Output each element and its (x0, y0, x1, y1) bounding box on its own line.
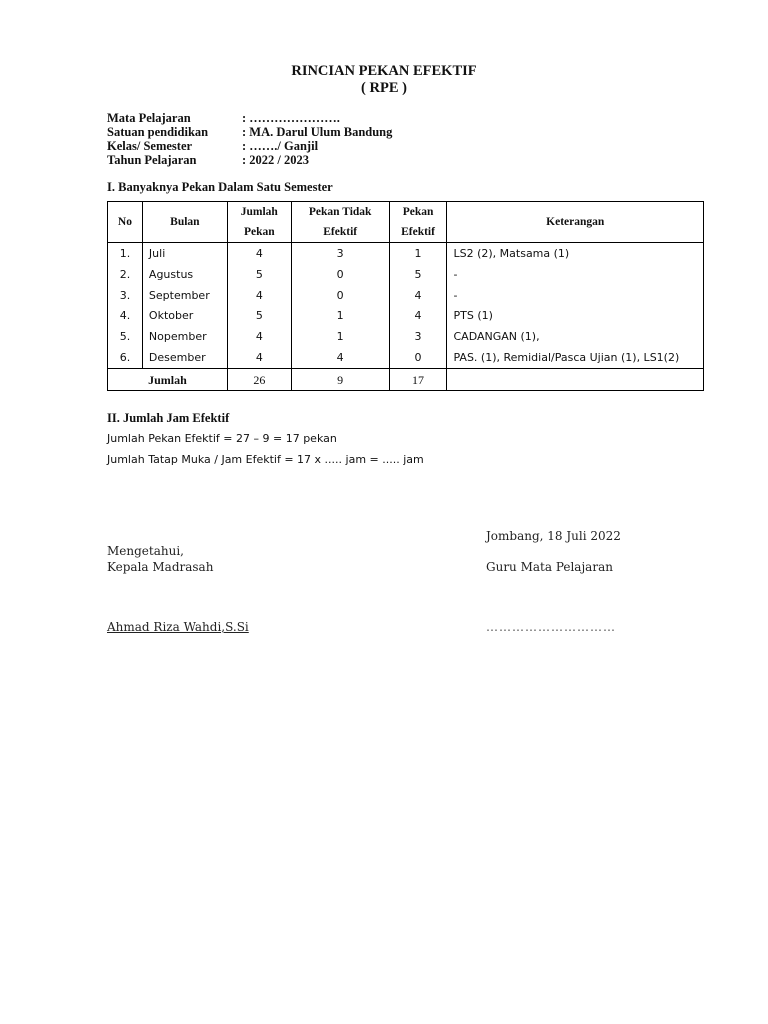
meta-block (107, 111, 392, 167)
header-bulan: Bulan (142, 202, 227, 243)
cell-no: 5. (108, 327, 143, 348)
header-text: Efektif (323, 226, 358, 238)
header-pekan-efektif (389, 202, 447, 243)
total-jumlah: 26 (227, 369, 291, 391)
kepala-madrasah-label: Kepala Madrasah (107, 560, 214, 574)
header-keterangan: Keterangan (447, 202, 704, 243)
cell-bulan: Agustus (142, 265, 227, 286)
cell-tidak-efektif: 1 (291, 327, 389, 348)
section1-heading: I. Banyaknya Pekan Dalam Satu Semester (107, 180, 333, 194)
meta-value: : MA. Darul Ulum Bandung (242, 125, 393, 139)
meta-label: Tahun Pelajaran (107, 153, 197, 167)
meta-row-mata-pelajaran (107, 111, 392, 125)
meta-row-kelas-semester (107, 139, 392, 153)
rpe-table (107, 201, 704, 391)
total-keterangan (447, 369, 704, 391)
table-row (108, 327, 704, 348)
cell-tidak-efektif: 3 (291, 243, 389, 265)
cell-bulan: September (142, 285, 227, 306)
table-header-row (108, 202, 704, 243)
cell-efektif: 4 (389, 285, 447, 306)
table-row (108, 285, 704, 306)
guru-name-placeholder: ………………………… (486, 620, 616, 634)
cell-keterangan: CADANGAN (1), (447, 327, 704, 348)
cell-jumlah: 5 (227, 306, 291, 327)
cell-no: 1. (108, 243, 143, 265)
cell-tidak-efektif: 4 (291, 347, 389, 368)
table-row (108, 347, 704, 368)
cell-keterangan: - (447, 265, 704, 286)
meta-row-satuan-pendidikan (107, 125, 392, 139)
header-no: No (108, 202, 143, 243)
meta-value: : …………………. (242, 111, 340, 125)
pekan-efektif-formula: Jumlah Pekan Efektif = 27 – 9 = 17 pekan (107, 432, 337, 445)
cell-no: 2. (108, 265, 143, 286)
cell-jumlah: 4 (227, 327, 291, 348)
cell-efektif: 0 (389, 347, 447, 368)
document-subtitle: ( RPE ) (361, 80, 407, 96)
meta-value: : 2022 / 2023 (242, 153, 310, 167)
total-efektif: 17 (389, 369, 447, 391)
table-row (108, 243, 704, 265)
cell-efektif: 5 (389, 265, 447, 286)
header-jumlah-pekan (227, 202, 291, 243)
table-row (108, 265, 704, 286)
total-label: Jumlah (108, 369, 228, 391)
cell-keterangan: - (447, 285, 704, 306)
cell-bulan: Juli (142, 243, 227, 265)
section2-heading: II. Jumlah Jam Efektif (107, 411, 230, 425)
cell-keterangan: PTS (1) (447, 306, 704, 327)
document-title: RINCIAN PEKAN EFEKTIF (291, 63, 477, 79)
cell-bulan: Desember (142, 347, 227, 368)
kepala-madrasah-name: Ahmad Riza Wahdi,S.Si (107, 620, 249, 634)
header-text: Pekan (402, 206, 434, 218)
meta-label: Mata Pelajaran (107, 111, 191, 125)
meta-value: : ……./ Ganjil (242, 139, 319, 153)
cell-jumlah: 4 (227, 347, 291, 368)
header-text: Pekan Tidak (308, 206, 372, 218)
meta-row-tahun-pelajaran (107, 153, 392, 167)
header-text: Efektif (401, 226, 435, 238)
cell-jumlah: 5 (227, 265, 291, 286)
meta-label: Kelas/ Semester (107, 139, 193, 153)
jam-efektif-formula: Jumlah Tatap Muka / Jam Efektif = 17 x ..... jam = ..... jam (107, 453, 424, 466)
cell-jumlah: 4 (227, 243, 291, 265)
header-pekan-tidak-efektif (291, 202, 389, 243)
guru-label: Guru Mata Pelajaran (486, 560, 613, 574)
meta-label: Satuan pendidikan (107, 125, 209, 139)
cell-efektif: 4 (389, 306, 447, 327)
cell-bulan: Oktober (142, 306, 227, 327)
header-text: Pekan (243, 226, 275, 238)
cell-jumlah: 4 (227, 285, 291, 306)
cell-bulan: Nopember (142, 327, 227, 348)
cell-no: 6. (108, 347, 143, 368)
cell-efektif: 3 (389, 327, 447, 348)
place-date: Jombang, 18 Juli 2022 (486, 529, 621, 543)
total-tidak-efektif: 9 (291, 369, 389, 391)
table-row (108, 306, 704, 327)
cell-tidak-efektif: 0 (291, 285, 389, 306)
cell-no: 4. (108, 306, 143, 327)
cell-no: 3. (108, 285, 143, 306)
mengetahui-label: Mengetahui, (107, 544, 184, 558)
cell-keterangan: LS2 (2), Matsama (1) (447, 243, 704, 265)
cell-tidak-efektif: 0 (291, 265, 389, 286)
cell-efektif: 1 (389, 243, 447, 265)
cell-tidak-efektif: 1 (291, 306, 389, 327)
table-total-row (108, 369, 704, 391)
cell-keterangan: PAS. (1), Remidial/Pasca Ujian (1), LS1(2) (447, 347, 704, 368)
header-text: Jumlah (240, 206, 278, 218)
